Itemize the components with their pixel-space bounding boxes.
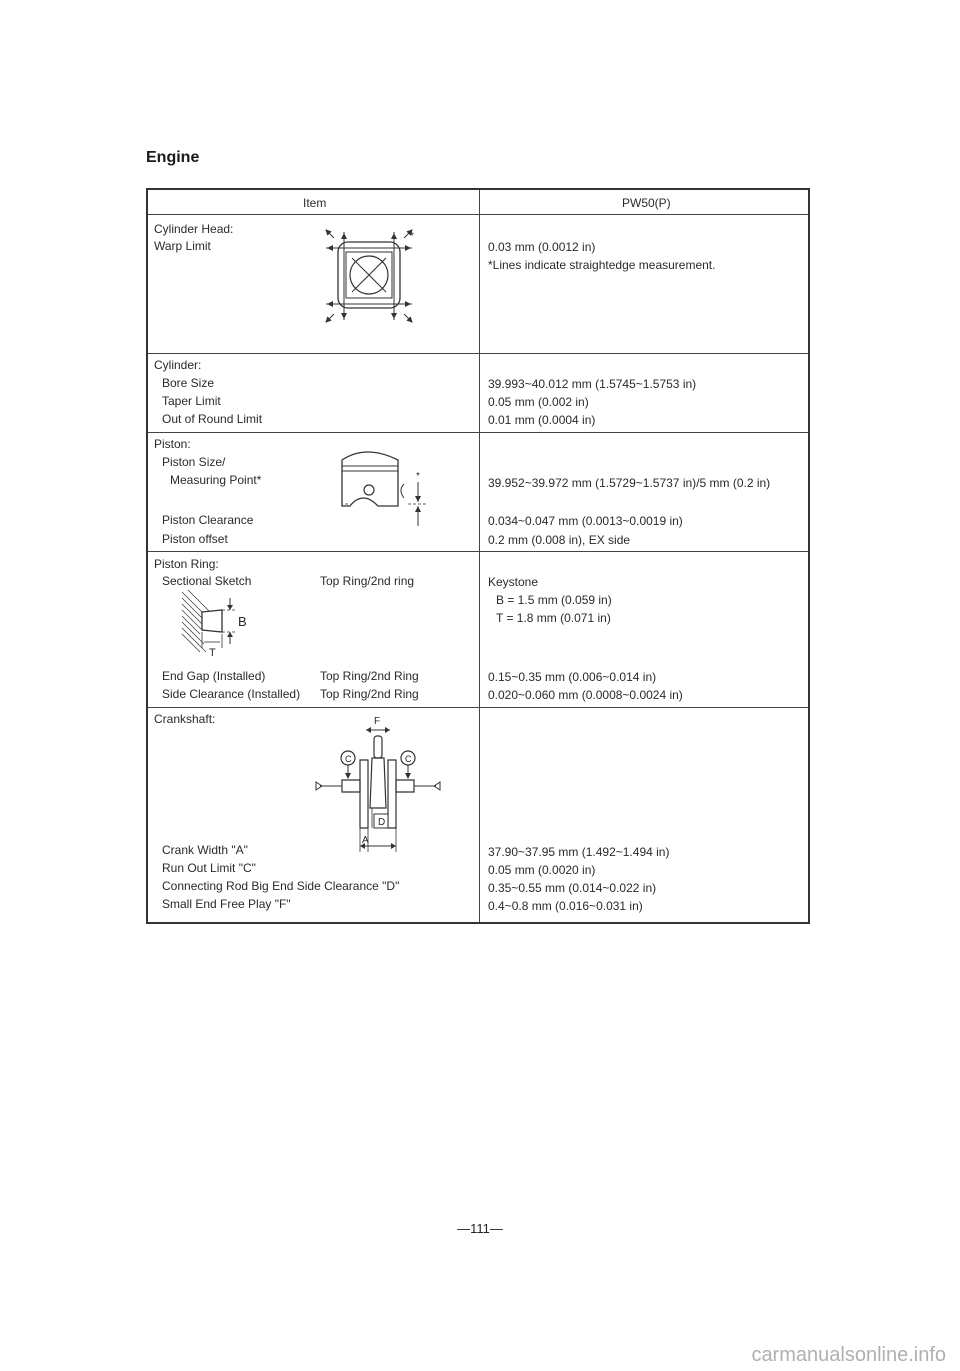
page-title: Engine (146, 149, 200, 166)
warp-limit-label: Warp Limit (154, 239, 211, 253)
piston-clearance-label: Piston Clearance (162, 513, 254, 527)
asterisk-mark: * (416, 471, 420, 482)
crank-width-label: Crank Width "A" (162, 843, 248, 857)
end-gap-label: End Gap (Installed) (162, 669, 266, 683)
row-divider (148, 432, 808, 433)
piston-title: Piston: (154, 437, 191, 451)
sectional-sketch-label: Sectional Sketch (162, 574, 252, 588)
taper-limit-value: 0.05 mm (0.002 in) (488, 395, 589, 409)
run-out-value: 0.05 mm (0.0020 in) (488, 863, 596, 877)
crankshaft-title: Crankshaft: (154, 712, 216, 726)
sketch-ring-type: Top Ring/2nd ring (320, 574, 415, 588)
side-clearance-label: Side Clearance (Installed) (162, 687, 301, 701)
ring-type-value: Keystone (488, 575, 539, 589)
big-end-clearance-value: 0.35~0.55 mm (0.014~0.022 in) (488, 881, 657, 895)
bore-size-value: 39.993~40.012 mm (1.5745~1.5753 in) (488, 377, 697, 391)
piston-ring-title: Piston Ring: (154, 557, 219, 571)
piston-diagram (338, 440, 438, 540)
run-out-label: Run Out Limit "C" (162, 861, 256, 875)
cylinder-head-title: Cylinder Head: (154, 222, 234, 236)
piston-offset-label: Piston offset (162, 532, 228, 546)
page-number: —111— (457, 1221, 503, 1236)
piston-size-value: 39.952~39.972 mm (1.5729~1.5737 in)/5 mm (0.2 in) (488, 476, 771, 490)
warp-limit-value: 0.03 mm (0.0012 in) (488, 240, 596, 254)
small-end-play-value: 0.4~0.8 mm (0.016~0.031 in) (488, 899, 643, 913)
crank-width-value: 37.90~37.95 mm (1.492~1.494 in) (488, 845, 670, 859)
dimension-a-label: A (362, 835, 369, 846)
out-of-round-value: 0.01 mm (0.0004 in) (488, 413, 596, 427)
header-item: Item (303, 196, 327, 210)
small-end-play-label: Small End Free Play "F" (162, 897, 291, 911)
crankshaft-diagram (308, 712, 448, 872)
measuring-point-label: Measuring Point* (170, 473, 262, 487)
end-gap-value: 0.15~0.35 mm (0.006~0.014 in) (488, 670, 657, 684)
cylinder-title: Cylinder: (154, 358, 202, 372)
asterisk-mark: * (410, 231, 414, 242)
taper-limit-label: Taper Limit (162, 394, 221, 408)
row-divider (148, 707, 808, 708)
dimension-c-label-right: C (405, 754, 412, 764)
dimension-b-label: B (238, 614, 247, 629)
row-divider (148, 214, 808, 215)
end-gap-ring-type: Top Ring/2nd Ring (320, 669, 419, 683)
big-end-clearance-label: Connecting Rod Big End Side Clearance "D" (162, 879, 400, 893)
dimension-c-label-left: C (345, 754, 352, 764)
out-of-round-label: Out of Round Limit (162, 412, 263, 426)
dimension-t-value: T = 1.8 mm (0.071 in) (496, 611, 611, 625)
bore-size-label: Bore Size (162, 376, 215, 390)
column-divider (479, 190, 480, 922)
row-divider (148, 353, 808, 354)
side-clearance-ring-type: Top Ring/2nd Ring (320, 687, 419, 701)
dimension-b-value: B = 1.5 mm (0.059 in) (496, 593, 612, 607)
piston-clearance-value: 0.034~0.047 mm (0.0013~0.0019 in) (488, 514, 683, 528)
dimension-d-label: D (378, 817, 386, 828)
cylinder-head-diagram (312, 228, 420, 332)
side-clearance-value: 0.020~0.060 mm (0.0008~0.0024 in) (488, 688, 683, 702)
engine-spec-table (146, 188, 810, 924)
piston-size-label: Piston Size/ (162, 455, 226, 469)
watermark: carmanualsonline.info (751, 1344, 946, 1366)
piston-offset-value: 0.2 mm (0.008 in), EX side (488, 533, 631, 547)
dimension-f-label: F (374, 716, 381, 727)
dimension-t-label: T (209, 647, 216, 659)
row-divider (148, 551, 808, 552)
straightedge-note: *Lines indicate straightedge measurement. (488, 258, 716, 272)
header-model: PW50(P) (622, 196, 671, 210)
